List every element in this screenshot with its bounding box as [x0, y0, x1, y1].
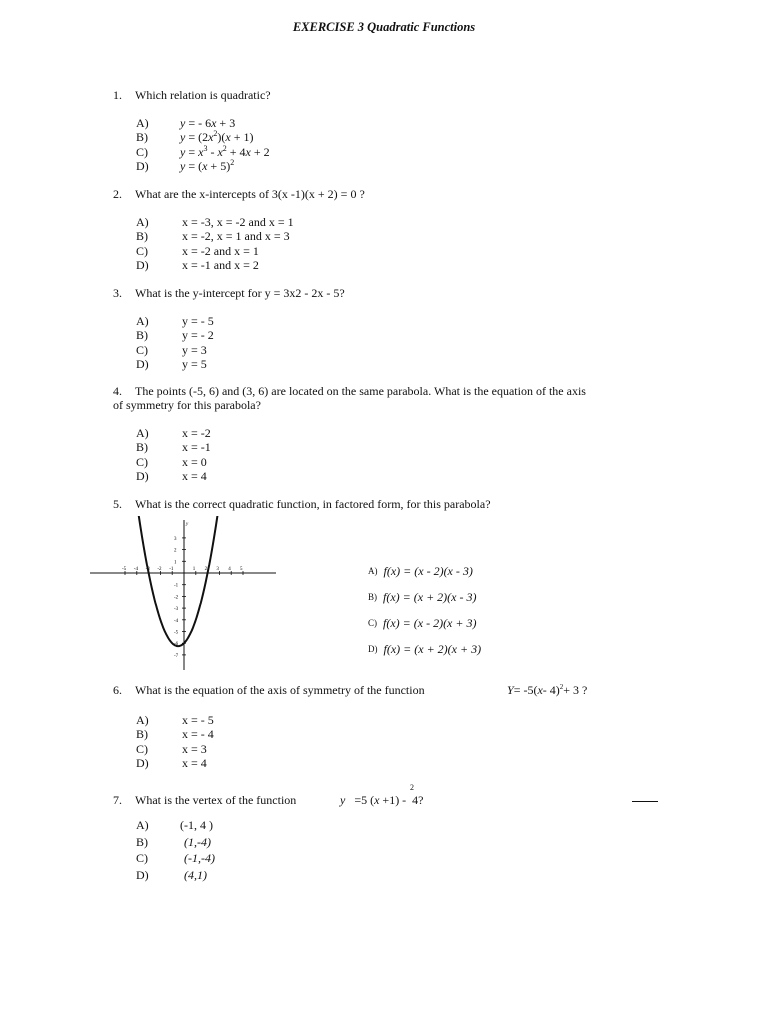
question-1-choices [136, 116, 270, 173]
question-text: The points (-5, 6) and (3, 6) are located on the same parabola. What is the equation of the axis of symmetry for this parabola? [113, 384, 586, 412]
y-tick-label: 2 [174, 548, 177, 554]
question-number: 2. [113, 187, 122, 201]
choice-d[interactable] [136, 867, 215, 884]
choice-c[interactable] [136, 244, 294, 258]
choice-text: x = 4 [182, 468, 207, 483]
page-title: EXERCISE 3 Quadratic Functions [292, 20, 476, 34]
choice-label: B) [136, 328, 148, 343]
choice-label: C) [136, 342, 148, 357]
y-tick-label: -6 [174, 642, 179, 648]
choice-text: x = -3, x = -2 and x = 1 [182, 215, 294, 229]
choice-d[interactable] [136, 756, 214, 770]
choice-text: (-1, 4 ) [180, 818, 213, 832]
x-tick-label: 1 [192, 567, 196, 572]
choice-text: x = -1 and x = 2 [182, 257, 259, 272]
choice-text: (1,-4) [184, 834, 211, 849]
question-6-function: Y= -5(x- 4)$^2$+ 3 ? [507, 683, 588, 697]
choice-label: A) [136, 426, 149, 440]
y-tick-label: -5 [174, 630, 179, 636]
choice-label: D) [136, 755, 149, 770]
question-text: What is the correct quadratic function, in factored form, for this parabola? [135, 497, 491, 511]
choice-a[interactable] [136, 713, 214, 727]
choice-text: $y = x^3 - x^2 + 4x + 2$ [180, 143, 270, 159]
choice-c[interactable] [136, 850, 215, 867]
choice-c[interactable] [136, 455, 211, 469]
question-text: What is the equation of the axis of symmetry of the function [135, 683, 425, 697]
question-3-choices [136, 314, 214, 371]
choice-d[interactable] [136, 159, 270, 173]
choice-text: y = - 5 [182, 314, 214, 328]
question-4-choices [136, 426, 211, 483]
choice-text: y = - 6x + 3 [180, 116, 236, 130]
y-tick-label: -3 [174, 607, 179, 613]
choice-a[interactable] [136, 116, 270, 130]
x-tick-label: -1 [169, 567, 174, 572]
choice-c[interactable] [368, 610, 481, 636]
parabola-graph [88, 516, 278, 672]
parabola-curve [133, 516, 221, 646]
question-number: 5. [113, 497, 122, 511]
x-tick-label: 4 [228, 567, 231, 572]
choice-label: A) [136, 818, 149, 832]
choice-label: D) [136, 867, 149, 882]
choice-text: $y = (2x^2)(x + 1)$ [180, 129, 254, 145]
choice-b[interactable] [136, 328, 214, 342]
choice-label: B) [136, 440, 148, 455]
choice-d[interactable] [136, 469, 211, 483]
x-tick-label: 5 [240, 567, 243, 572]
choice-text: y = - 2 [182, 328, 214, 343]
question-number: 7. [113, 793, 122, 807]
choice-b[interactable] [136, 229, 294, 243]
choice-a[interactable] [136, 215, 294, 229]
x-tick-label: -4 [133, 567, 138, 572]
choice-label: D) [136, 468, 149, 483]
choice-a[interactable] [136, 426, 211, 440]
y-tick-label: -2 [174, 595, 179, 601]
choice-label: C) [136, 741, 148, 756]
choice-text: x = 0 [182, 454, 207, 469]
choice-label: D) [136, 158, 149, 173]
choice-text: f(x) = (x - 2)(x - 3) [383, 564, 473, 578]
choice-text: x = 4 [182, 755, 207, 770]
question-7-choices [136, 817, 215, 883]
question-3 [113, 286, 733, 300]
question-5 [113, 497, 733, 511]
choice-label: A) [368, 566, 378, 576]
choice-d[interactable] [136, 258, 294, 272]
choice-label: A) [136, 215, 149, 229]
question-2 [113, 187, 733, 201]
choice-d[interactable] [368, 636, 481, 662]
choice-label: B) [136, 834, 148, 849]
choice-text: $y = (x + 5)^2$ [180, 157, 235, 173]
choice-d[interactable] [136, 357, 214, 371]
y-tick-label: 3 [174, 536, 177, 542]
choice-c[interactable] [136, 145, 270, 159]
x-tick-label: 3 [216, 567, 219, 572]
choice-text: y = 5 [182, 356, 207, 371]
x-tick-label: -3 [145, 567, 150, 572]
choice-a[interactable] [368, 558, 481, 584]
y-tick-label: -1 [174, 583, 179, 589]
choice-text: x = -1 [182, 440, 211, 455]
choice-label: A) [136, 116, 149, 130]
question-4 [113, 384, 593, 412]
y-axis-label: y [186, 522, 189, 527]
choice-text: x = - 5 [182, 713, 214, 727]
choice-text: f(x) = (x - 2)(x + 3) [383, 616, 477, 630]
choice-label: D) [136, 257, 149, 272]
y-tick-label: -7 [174, 653, 179, 659]
x-tick-label: 2 [204, 567, 208, 572]
choice-label: D) [368, 644, 378, 654]
x-tick-label: -5 [122, 567, 127, 572]
exponent-2: 2 [410, 783, 414, 792]
choice-label: C) [136, 454, 148, 469]
choice-c[interactable] [136, 742, 214, 756]
choice-text: x = -2 and x = 1 [182, 243, 259, 258]
choice-label: B) [136, 727, 148, 742]
y-tick-label: 1 [174, 560, 177, 566]
question-1 [113, 88, 733, 102]
choice-label: C) [136, 851, 148, 865]
question-number: 6. [113, 683, 122, 697]
answer-blank[interactable] [632, 801, 658, 802]
choice-b[interactable] [136, 440, 211, 454]
choice-label: B) [368, 592, 377, 602]
choice-label: C) [368, 618, 377, 628]
choice-label: A) [136, 314, 149, 328]
choice-text: (4,1) [184, 867, 207, 882]
choice-label: B) [136, 229, 148, 244]
x-tick-label: -2 [157, 567, 162, 572]
choice-label: B) [136, 130, 148, 145]
choice-label: C) [136, 243, 148, 258]
choice-text: f(x) = (x + 2)(x + 3) [383, 642, 482, 656]
question-text: What are the x-intercepts of 3(x -1)(x + 2) = 0 ? [135, 187, 365, 201]
choice-a[interactable] [136, 817, 215, 834]
question-2-choices [136, 215, 294, 272]
choice-text: y = 3 [182, 342, 207, 357]
question-text: What is the vertex of the function [135, 793, 297, 807]
choice-text: x = - 4 [182, 727, 214, 742]
question-text: Which relation is quadratic? [135, 88, 271, 102]
choice-text: f(x) = (x + 2)(x - 3) [383, 590, 477, 604]
choice-text: x = -2 [182, 426, 211, 440]
question-7-function: y =5 (x +1) - 4? [340, 793, 424, 807]
choice-label: D) [136, 356, 149, 371]
choice-text: x = 3 [182, 741, 207, 756]
choice-label: A) [136, 713, 149, 727]
question-number: 3. [113, 286, 122, 300]
choice-b[interactable] [368, 584, 481, 610]
question-text: What is the y-intercept for y = 3x2 - 2x - 5? [135, 286, 345, 300]
question-6 [113, 683, 733, 697]
choice-a[interactable] [136, 314, 214, 328]
y-tick-label: -4 [174, 618, 179, 624]
question-number: 4. [113, 384, 122, 398]
choice-b[interactable] [136, 834, 215, 851]
choice-b[interactable] [136, 727, 214, 741]
choice-text: (-1,-4) [184, 851, 215, 865]
choice-c[interactable] [136, 343, 214, 357]
choice-text: x = -2, x = 1 and x = 3 [182, 229, 290, 244]
choice-b[interactable] [136, 130, 270, 144]
x-axis-ticks [122, 567, 243, 575]
question-6-choices [136, 713, 214, 770]
question-5-choices [368, 558, 481, 662]
choice-label: C) [136, 144, 148, 159]
question-number: 1. [113, 88, 122, 102]
